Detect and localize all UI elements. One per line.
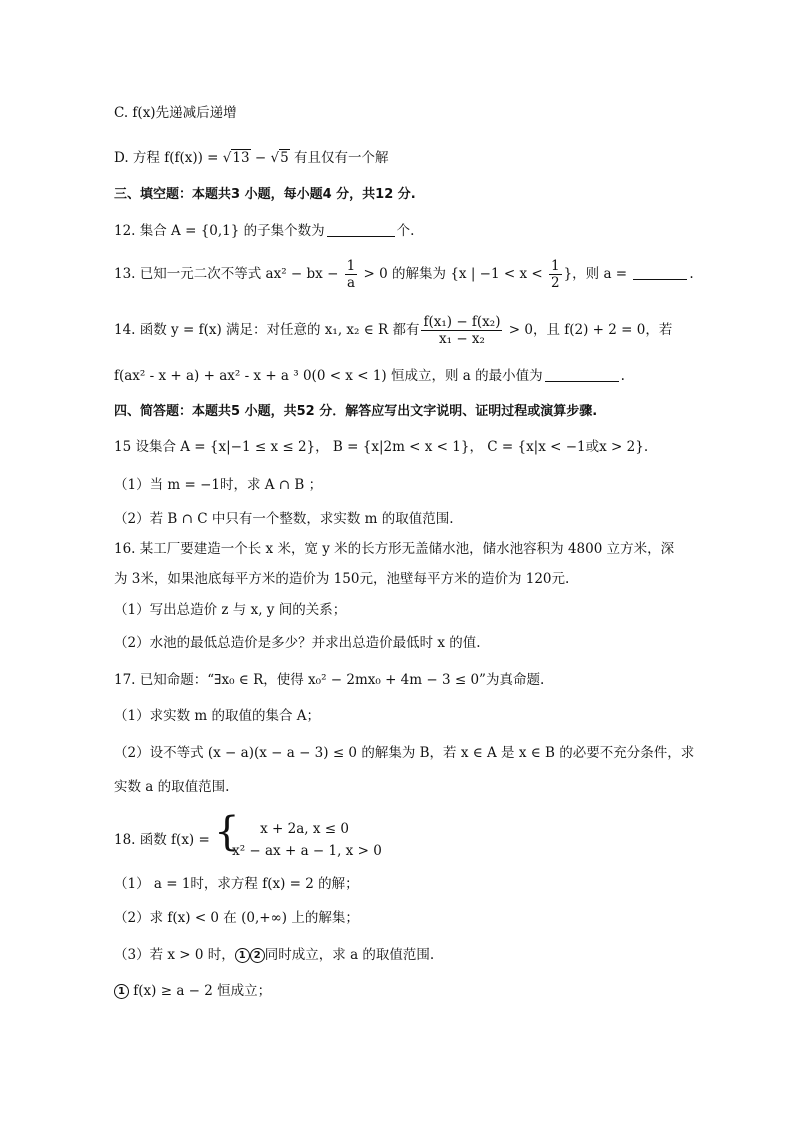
fraction-numerator: f(x₁) − f(x₂) — [423, 314, 501, 330]
q18-part3-text: （3）若 x > 0 时， — [114, 947, 235, 963]
question-15-part-2: （2）若 B ∩ C 中只有一个整数，求实数 m 的取值范围. — [114, 511, 454, 527]
q18-piecewise — [214, 809, 382, 862]
q13-text: 13. 已知一元二次不等式 ax² − bx − — [114, 266, 343, 282]
circled-number-1: 1 — [114, 984, 129, 999]
fraction-denominator: 2 — [550, 275, 560, 291]
question-16-line-2: 为 3米，如果池底每平方米的造价为 150元，池壁每平方米的造价为 120元. — [114, 571, 570, 587]
q13-answer-blank[interactable] — [633, 265, 687, 280]
sqrt-radicand-5: 5 — [280, 150, 289, 166]
fraction-denominator: a — [346, 275, 355, 291]
left-brace: { — [214, 809, 240, 855]
circled-number-2: 2 — [250, 948, 265, 963]
q12-text: 12. 集合 A = {0,1} 的子集个数为 — [114, 223, 325, 239]
circled-number-1: 1 — [235, 948, 250, 963]
question-18-condition-1 — [114, 982, 271, 1000]
sqrt-radicand-13: 13 — [232, 150, 250, 166]
question-14-line-2 — [114, 367, 625, 385]
option-d-prefix: D. 方程 f(f(x)) = — [114, 150, 223, 166]
question-14 — [114, 314, 672, 347]
condition-1-text: f(x) ≥ a − 2 恒成立； — [129, 983, 272, 999]
q14-suffix: > 0，且 f(2) + 2 = 0，若 — [504, 322, 673, 338]
section-4-heading: 四、简答题：本题共5 小题，共52 分．解答应写出文字说明、证明过程或演算步骤. — [114, 404, 598, 419]
q13-fraction-2 — [549, 258, 562, 291]
sqrt-symbol: √ — [270, 150, 280, 166]
question-18-part-3 — [114, 946, 434, 964]
question-18-part-1: （1） a = 1时，求方程 f(x) = 2 的解； — [114, 876, 359, 892]
fraction-numerator: 1 — [346, 258, 356, 274]
question-12 — [114, 222, 414, 240]
sqrt-symbol: √ — [222, 150, 232, 166]
option-d — [114, 149, 389, 167]
q13-end: . — [689, 266, 694, 282]
piecewise-case-2: x² − ax + a − 1, x > 0 — [232, 843, 382, 859]
question-18 — [114, 809, 382, 862]
question-15-part-1: （1）当 m = −1时，求 A ∩ B ； — [114, 477, 323, 493]
q13-middle: > 0 的解集为 {x | −1 < x < — [359, 266, 547, 282]
question-17-part-1: （1）求实数 m 的取值的集合 A； — [114, 708, 321, 724]
question-16-part-1: （1）写出总造价 z 与 x, y 间的关系； — [114, 602, 347, 618]
q12-suffix: 个. — [396, 223, 415, 239]
q14-fraction — [421, 314, 502, 347]
piecewise-case-1: x + 2a, x ≤ 0 — [260, 821, 349, 837]
q18-part3-suffix: 同时成立，求 a 的取值范围. — [264, 947, 435, 963]
q13-suffix: }，则 a = — [563, 266, 632, 282]
fraction-denominator: x₁ − x₂ — [439, 331, 485, 347]
question-16-line-1: 16. 某工厂要建造一个长 x 米，宽 y 米的长方形无盖储水池，储水池容积为 4800 立方米，深 — [114, 541, 675, 557]
question-17-part-2-cont: 实数 a 的取值范围. — [114, 779, 230, 795]
q14-text: 14. 函数 y = f(x) 满足：对任意的 x₁, x₂ ∈ R 都有 — [114, 322, 420, 338]
q13-fraction-1 — [345, 258, 358, 291]
question-13 — [114, 258, 694, 291]
q14-answer-blank[interactable] — [545, 367, 619, 382]
q14-line2-text: f(ax² - x + a) + ax² - x + a ³ 0(0 < x < 1) 恒成立，则 a 的最小值为 — [114, 368, 543, 384]
q12-answer-blank[interactable] — [327, 222, 395, 237]
option-d-suffix: 有且仅有一个解 — [289, 150, 389, 166]
fraction-numerator: 1 — [550, 258, 560, 274]
section-3-heading: 三、填空题：本题共3 小题，每小题4 分，共12 分. — [114, 187, 416, 202]
question-17: 17. 已知命题：“∃x₀ ∈ R，使得 x₀² − 2mx₀ + 4m − 3 ≤ 0”为真命题. — [114, 672, 545, 688]
question-15: 15 设集合 A = {x|−1 ≤ x ≤ 2}， B = {x|2m < x < 1}， C = {x|x < −1或x > 2}. — [114, 439, 649, 455]
question-18-part-2: （2）求 f(x) < 0 在 (0,+∞) 上的解集； — [114, 910, 359, 926]
option-c-text: C. f(x)先递减后递增 — [114, 105, 237, 121]
option-c — [114, 104, 237, 122]
question-16-part-2: （2）水池的最低总造价是多少？并求出总造价最低时 x 的值. — [114, 635, 481, 651]
q18-text: 18. 函数 f(x) = — [114, 832, 215, 848]
question-17-part-2: （2）设不等式 (x − a)(x − a − 3) ≤ 0 的解集为 B，若 x ∈ A 是 x ∈ B 的必要不充分条件，求 — [114, 745, 695, 761]
option-d-minus: − — [250, 150, 271, 166]
q14-end: . — [620, 368, 625, 384]
